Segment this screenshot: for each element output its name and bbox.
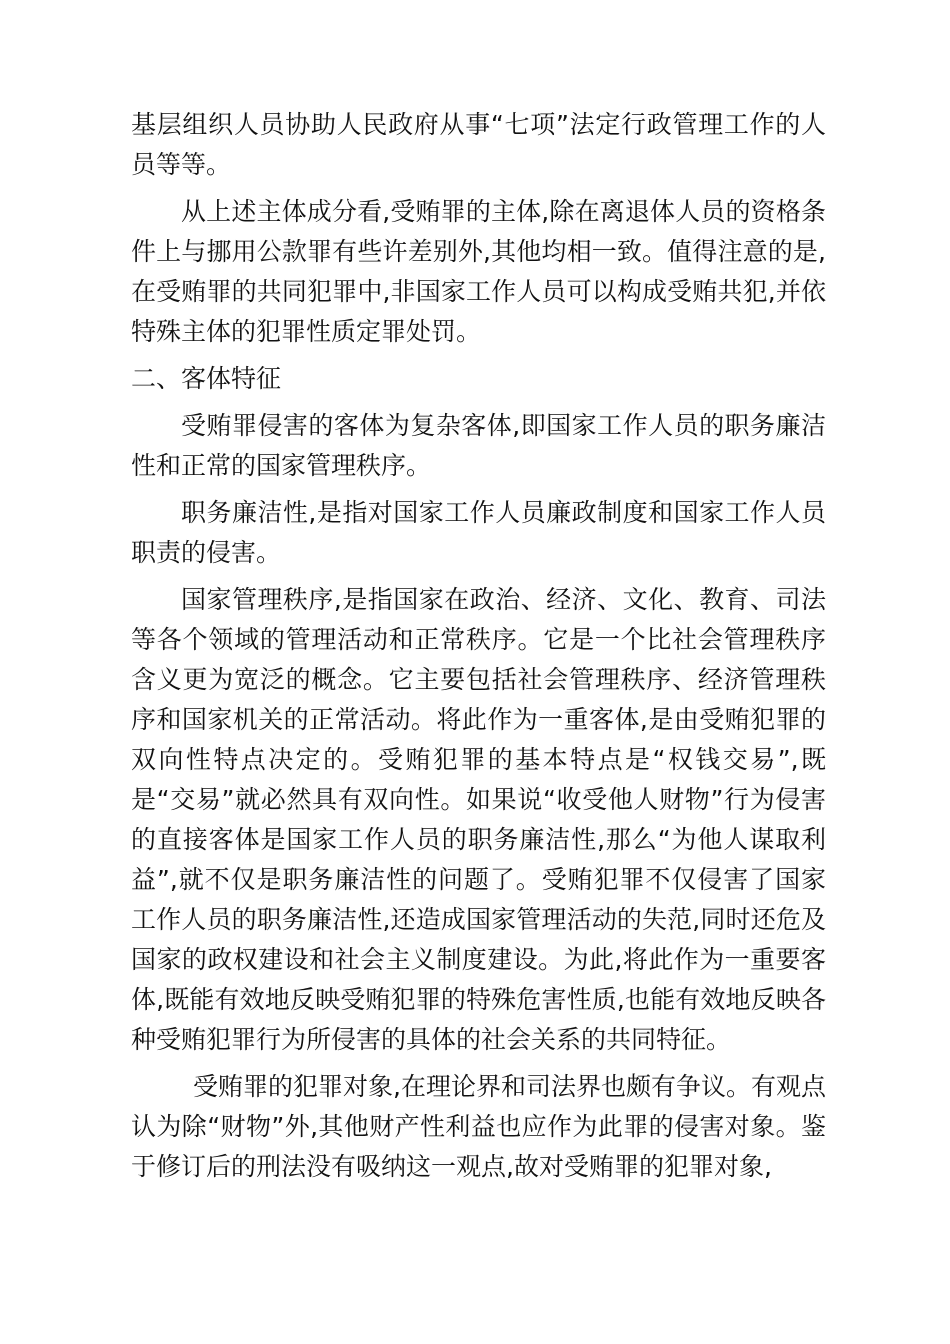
paragraph-management-order: 国家管理秩序,是指国家在政治、经济、文化、教育、司法等各个领域的管理活动和正常秩序。它是一个比社会管理秩序含义更为宽泛的概念。它主要包括社会管理秩序、经济管理秩序和国家机关的正常活动。将此作为一重客体,是由受贿犯罪的双向性特点决定的。受贿犯罪的基本特点是“权钱交易”,既是“交易”就必然具有双向性。如果说“收受他人财物”行为侵害的直接客体是国家工作人员的职务廉洁性,那么“为他人谋取利益”,就不仅是职务廉洁性的问题了。受贿犯罪不仅侵害了国家工作人员的职务廉洁性,还造成国家管理活动的失范,同时还危及国家的政权建设和社会主义制度建设。为此,将此作为一重要客体,既能有效地反映受贿犯罪的特殊危害性质,也能有效地反映各种受贿犯罪行为所侵害的具体的社会关系的共同特征。: [131, 585, 826, 1054]
document-body: [131, 105, 826, 1194]
paragraph-integrity: 职务廉洁性,是指对国家工作人员廉政制度和国家工作人员职责的侵害。: [131, 498, 826, 567]
paragraph-continuation: 基层组织人员协助人民政府从事“七项”法定行政管理工作的人员等等。: [131, 110, 826, 179]
section-heading-object-features: 二、客体特征: [131, 364, 282, 393]
paragraph-subject-analysis: 从上述主体成分看,受贿罪的主体,除在离退体人员的资格条件上与挪用公款罪有些许差别外,其他均相一致。值得注意的是,在受贿罪的共同犯罪中,非国家工作人员可以构成受贿共犯,并依特殊主体的犯罪性质定罪处罚。: [131, 197, 826, 346]
paragraph-crime-object: 受贿罪的犯罪对象,在理论界和司法界也颇有争议。有观点认为除“财物”外,其他财产性利益也应作为此罪的侵害对象。鉴于修订后的刑法没有吸纳这一观点,故对受贿罪的犯罪对象,: [131, 1072, 826, 1181]
paragraph-complex-object: 受贿罪侵害的客体为复杂客体,即国家工作人员的职务廉洁性和正常的国家管理秩序。: [131, 411, 826, 480]
